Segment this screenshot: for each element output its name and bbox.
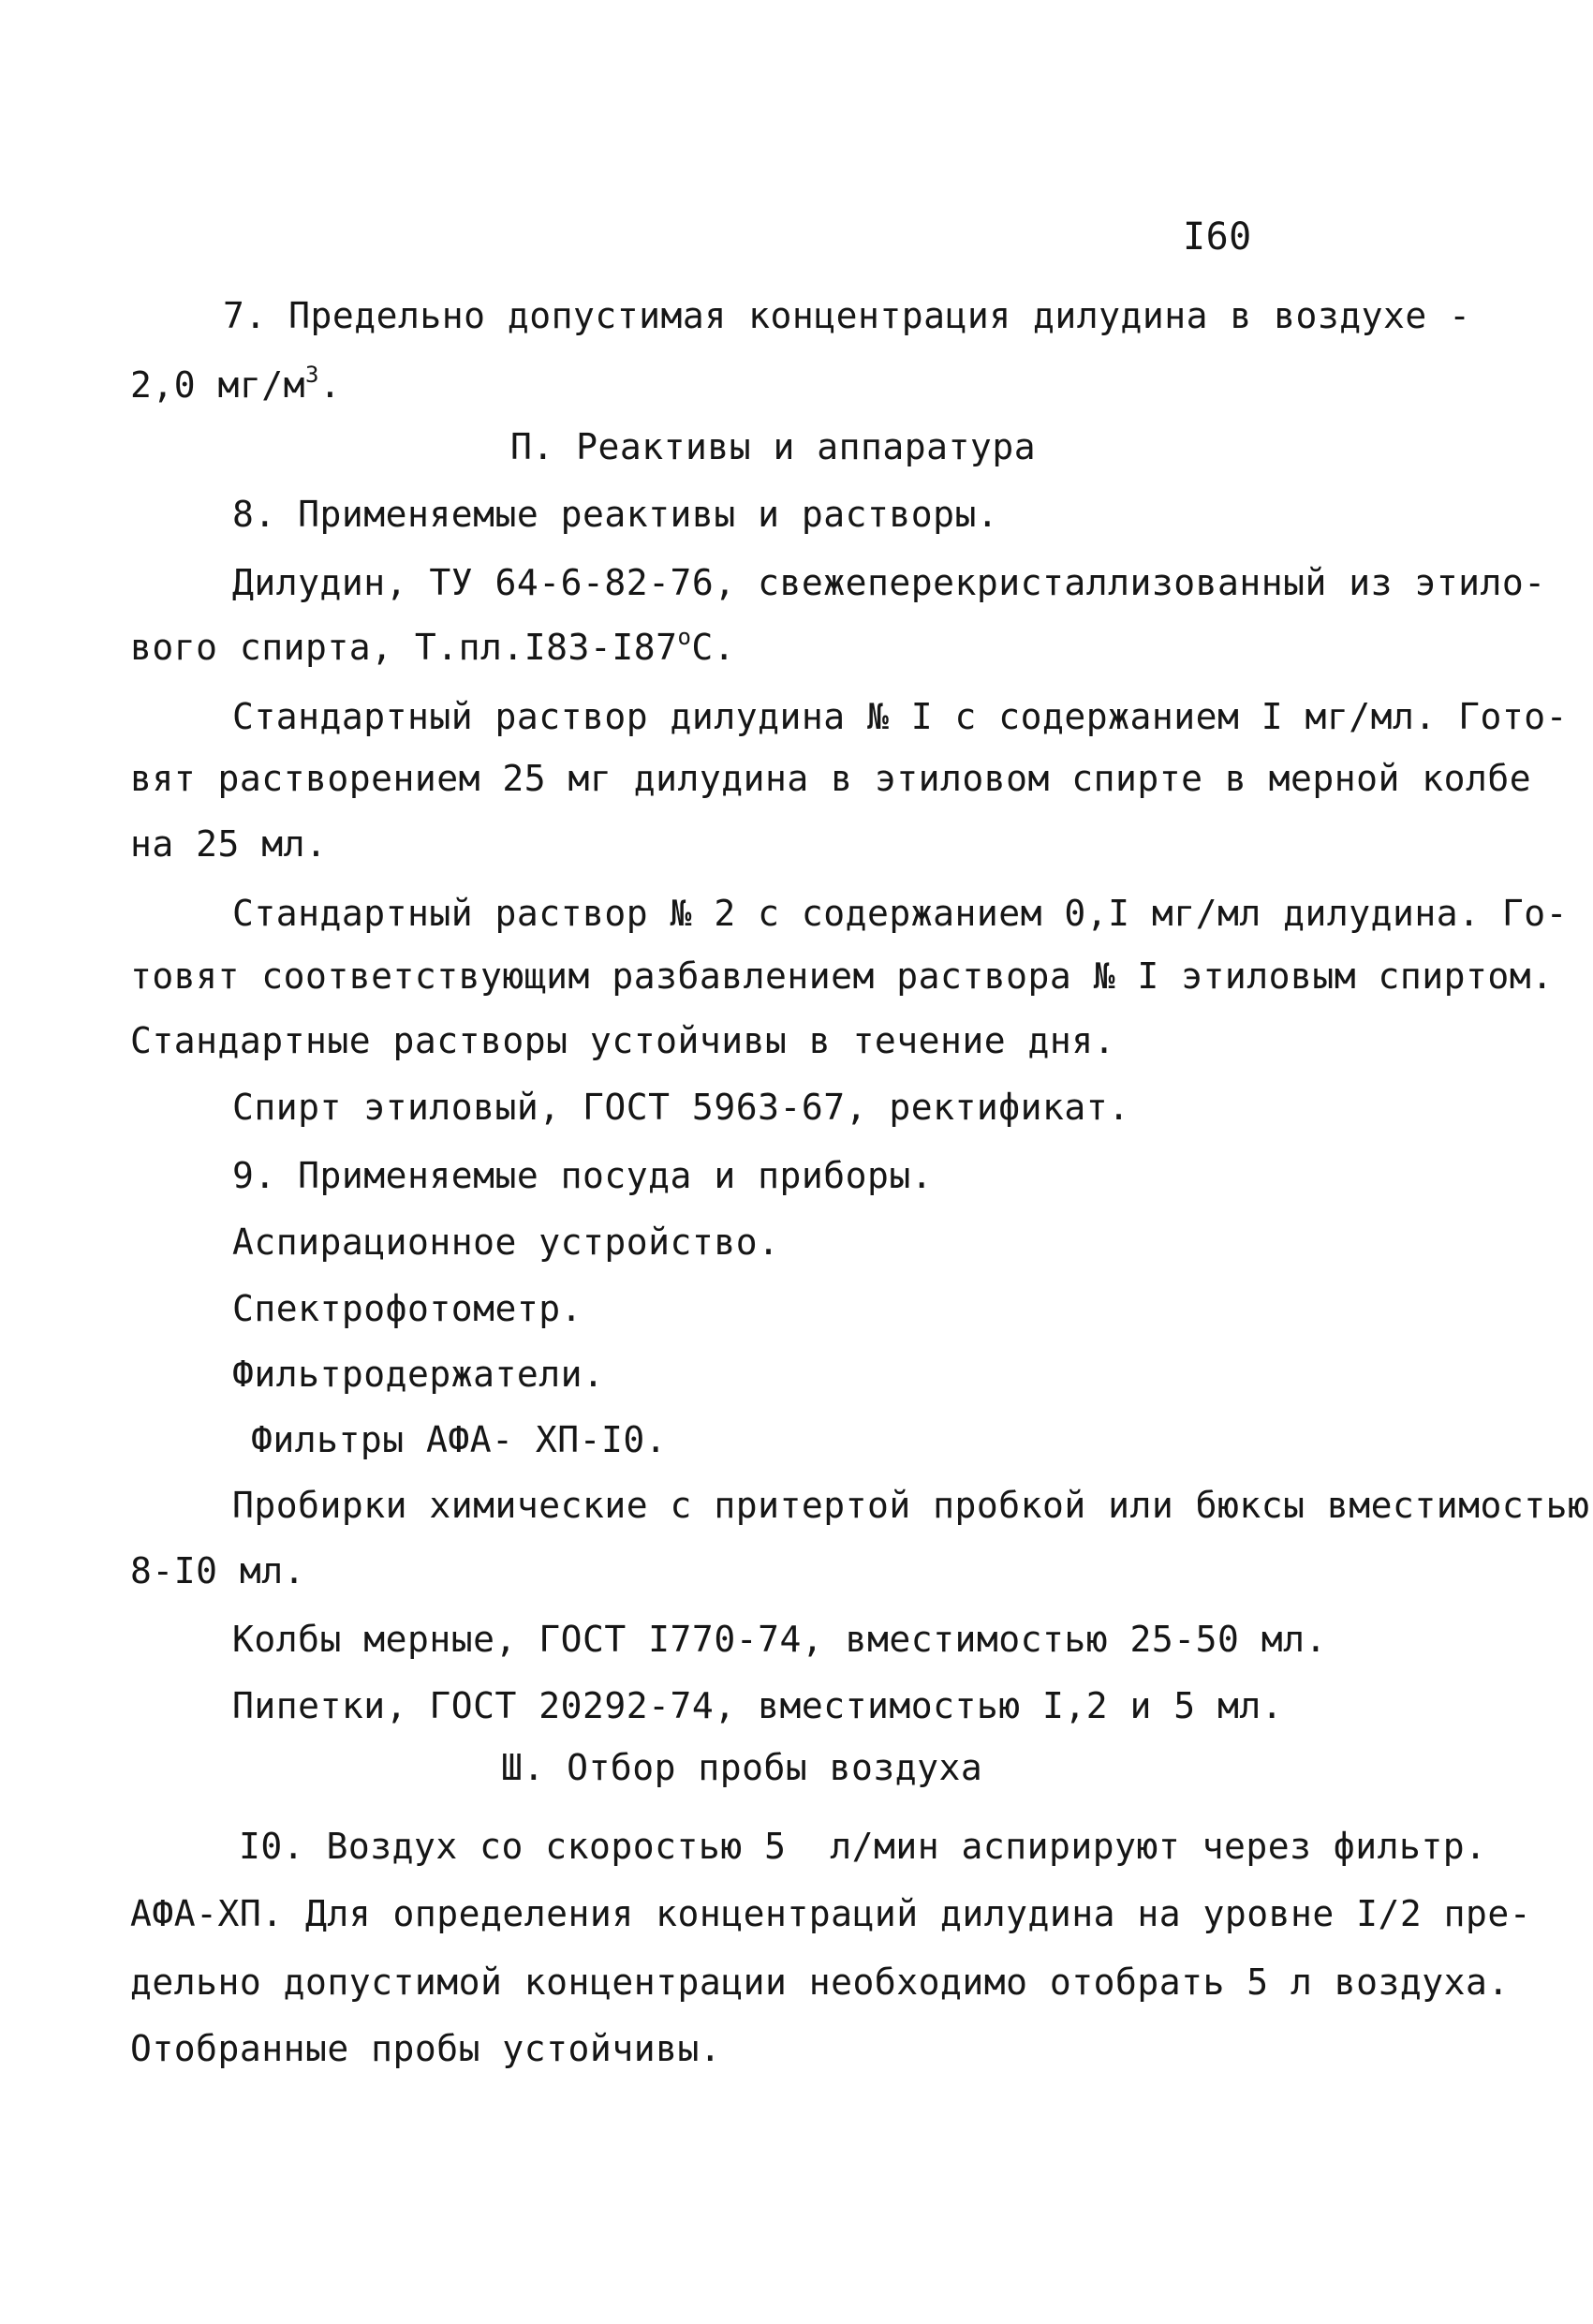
- item10-line4: Отобранные пробы устойчивы.: [130, 2028, 722, 2069]
- spirit-line: Спирт этиловый, ГОСТ 5963-67, ректификат.: [232, 1087, 1130, 1128]
- item10-line3: дельно допустимой концентрации необходимо отобрать 5 л воздуха.: [130, 1961, 1510, 2003]
- std2-line3: Стандартные растворы устойчивы в течение дня.: [130, 1020, 1116, 1061]
- pipettes-line: Пипетки, ГОСТ 20292-74, вместимостью I,2 и 5 мл.: [232, 1685, 1284, 1726]
- item10-line2: АФА-ХП. Для определения концентраций дилудина на уровне I/2 пре-: [130, 1893, 1532, 1934]
- equipment-item: Аспирационное устройство.: [232, 1221, 780, 1263]
- equipment-item: Спектрофотометр.: [232, 1288, 583, 1329]
- section2-heading: П. Реактивы и аппаратура: [510, 426, 1037, 467]
- std1-line3: на 25 мл.: [130, 823, 328, 865]
- dilud-line1: Дилудин, ТУ 64-6-82-76, свежеперекристаллизованный из этило-: [232, 562, 1546, 603]
- tubes-line2: 8-I0 мл.: [130, 1550, 306, 1591]
- equipment-item: Фильтродержатели.: [232, 1354, 605, 1395]
- item10-line1: I0. Воздух со скоростью 5 л/мин аспирируют через фильтр.: [239, 1826, 1487, 1867]
- std2-line1: Стандартный раствор № 2 с содержанием 0,I мг/мл дилудина. Го-: [232, 893, 1569, 934]
- std1-line2: вят растворением 25 мг дилудина в этиловом спирте в мерной колбе: [130, 758, 1532, 799]
- item9-title: 9. Применяемые посуда и приборы.: [232, 1155, 934, 1196]
- page-number: I60: [1183, 215, 1252, 259]
- section3-heading: Ш. Отбор пробы воздуха: [501, 1747, 983, 1788]
- std1-line1: Стандартный раствор дилудина № I с содержанием I мг/мл. Гото-: [232, 696, 1569, 737]
- dilud-line2: вого спирта, $Т.пл.I83-I87^оС$.: [130, 624, 736, 668]
- flasks-line: Колбы мерные, ГОСТ I770-74, вместимостью 25-50 мл.: [232, 1619, 1327, 1660]
- tubes-line1: Пробирки химические с притертой пробкой или бюксы вместимостью: [232, 1485, 1590, 1526]
- item7-line2: 2,0 $мг/м^3$.: [130, 362, 342, 406]
- std2-line2: товят соответствующим разбавлением раствора № I этиловым спиртом.: [130, 955, 1554, 997]
- item7-line1: 7. Предельно допустимая концентрация дилудина в воздухе -: [223, 295, 1471, 336]
- equipment-item: Фильтры АФА- ХП-I0.: [251, 1419, 668, 1460]
- item8-title: 8. Применяемые реактивы и растворы.: [232, 494, 999, 535]
